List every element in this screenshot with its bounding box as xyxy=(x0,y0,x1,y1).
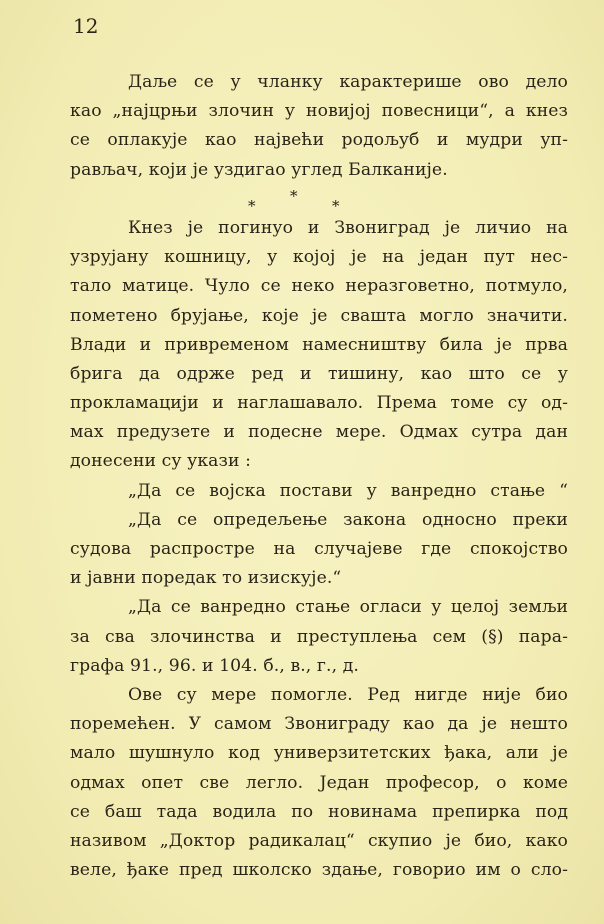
text-line: „Да се ванредно стање огласи у целој земљи xyxy=(128,597,568,618)
text-line: за сва злочинства и преступлења сем (§) пара- xyxy=(70,626,568,647)
text-line: Влади и привременом намесништву била је прва xyxy=(70,334,568,355)
asterisk-mark: * xyxy=(290,186,298,205)
text-line: графа 91., 96. и 104. б., в., г., д. xyxy=(70,655,359,676)
text-line: и јавни поредак то изискује.“ xyxy=(70,568,342,589)
text-line: прокламацији и наглашавало. Према томе су од- xyxy=(70,393,568,414)
text-line: се баш тада водила по новинама препирка под xyxy=(70,801,568,822)
text-line: тало матице. Чуло се неко неразговетно, потмуло, xyxy=(70,276,568,297)
text-line: судова распростре на случајеве где спокојство xyxy=(70,539,568,559)
text-line: пометено брујање, које је свашта могло значити. xyxy=(70,305,568,326)
text-line: одмах опет све легло. Један професор, о коме xyxy=(70,772,568,793)
section-divider-asterism xyxy=(70,185,568,214)
text-line: називом „Доктор радикалац“ скупио је био, како xyxy=(70,830,568,851)
text-line: мах предузете и подесне мере. Одмах сутра дан xyxy=(70,422,568,443)
text-line: брига да одрже ред и тишину, као што се у xyxy=(70,363,568,384)
text-line: Кнез је погинуо и Звониград је личио на xyxy=(128,217,568,238)
page-number: 12 xyxy=(73,14,99,38)
text-line: мало шушнуло код универзитетских ђака, али је xyxy=(70,743,568,764)
text-line: донесени су укази : xyxy=(70,451,252,472)
asterisk-mark: * xyxy=(332,196,340,215)
text-line: поремећен. У самом Звониграду као да је нешто xyxy=(70,714,568,735)
text-line: узрујану кошницу, у којој је на један пут нес- xyxy=(70,247,568,268)
text-line: Даље се у чланку карактерише ово дело xyxy=(128,72,568,92)
text-line: као „најцрњи злочин у новијој повесници“, а кнез xyxy=(70,101,568,122)
text-line: „Да се војска постави у ванредно стање “ xyxy=(128,480,568,501)
text-line: веле, ђаке пред школско здање, говорио им о сло- xyxy=(70,860,568,881)
body-text xyxy=(70,68,568,885)
text-line: Ове су мере помогле. Ред нигде није био xyxy=(128,684,568,705)
asterisk-mark: * xyxy=(248,196,256,215)
text-line: „Да се опредељење закона односно преки xyxy=(128,509,568,530)
text-line: се оплакује као највећи родољуб и мудри уп- xyxy=(70,130,568,151)
text-line: рављач, који је уздигао углед Балканије. xyxy=(70,159,448,180)
